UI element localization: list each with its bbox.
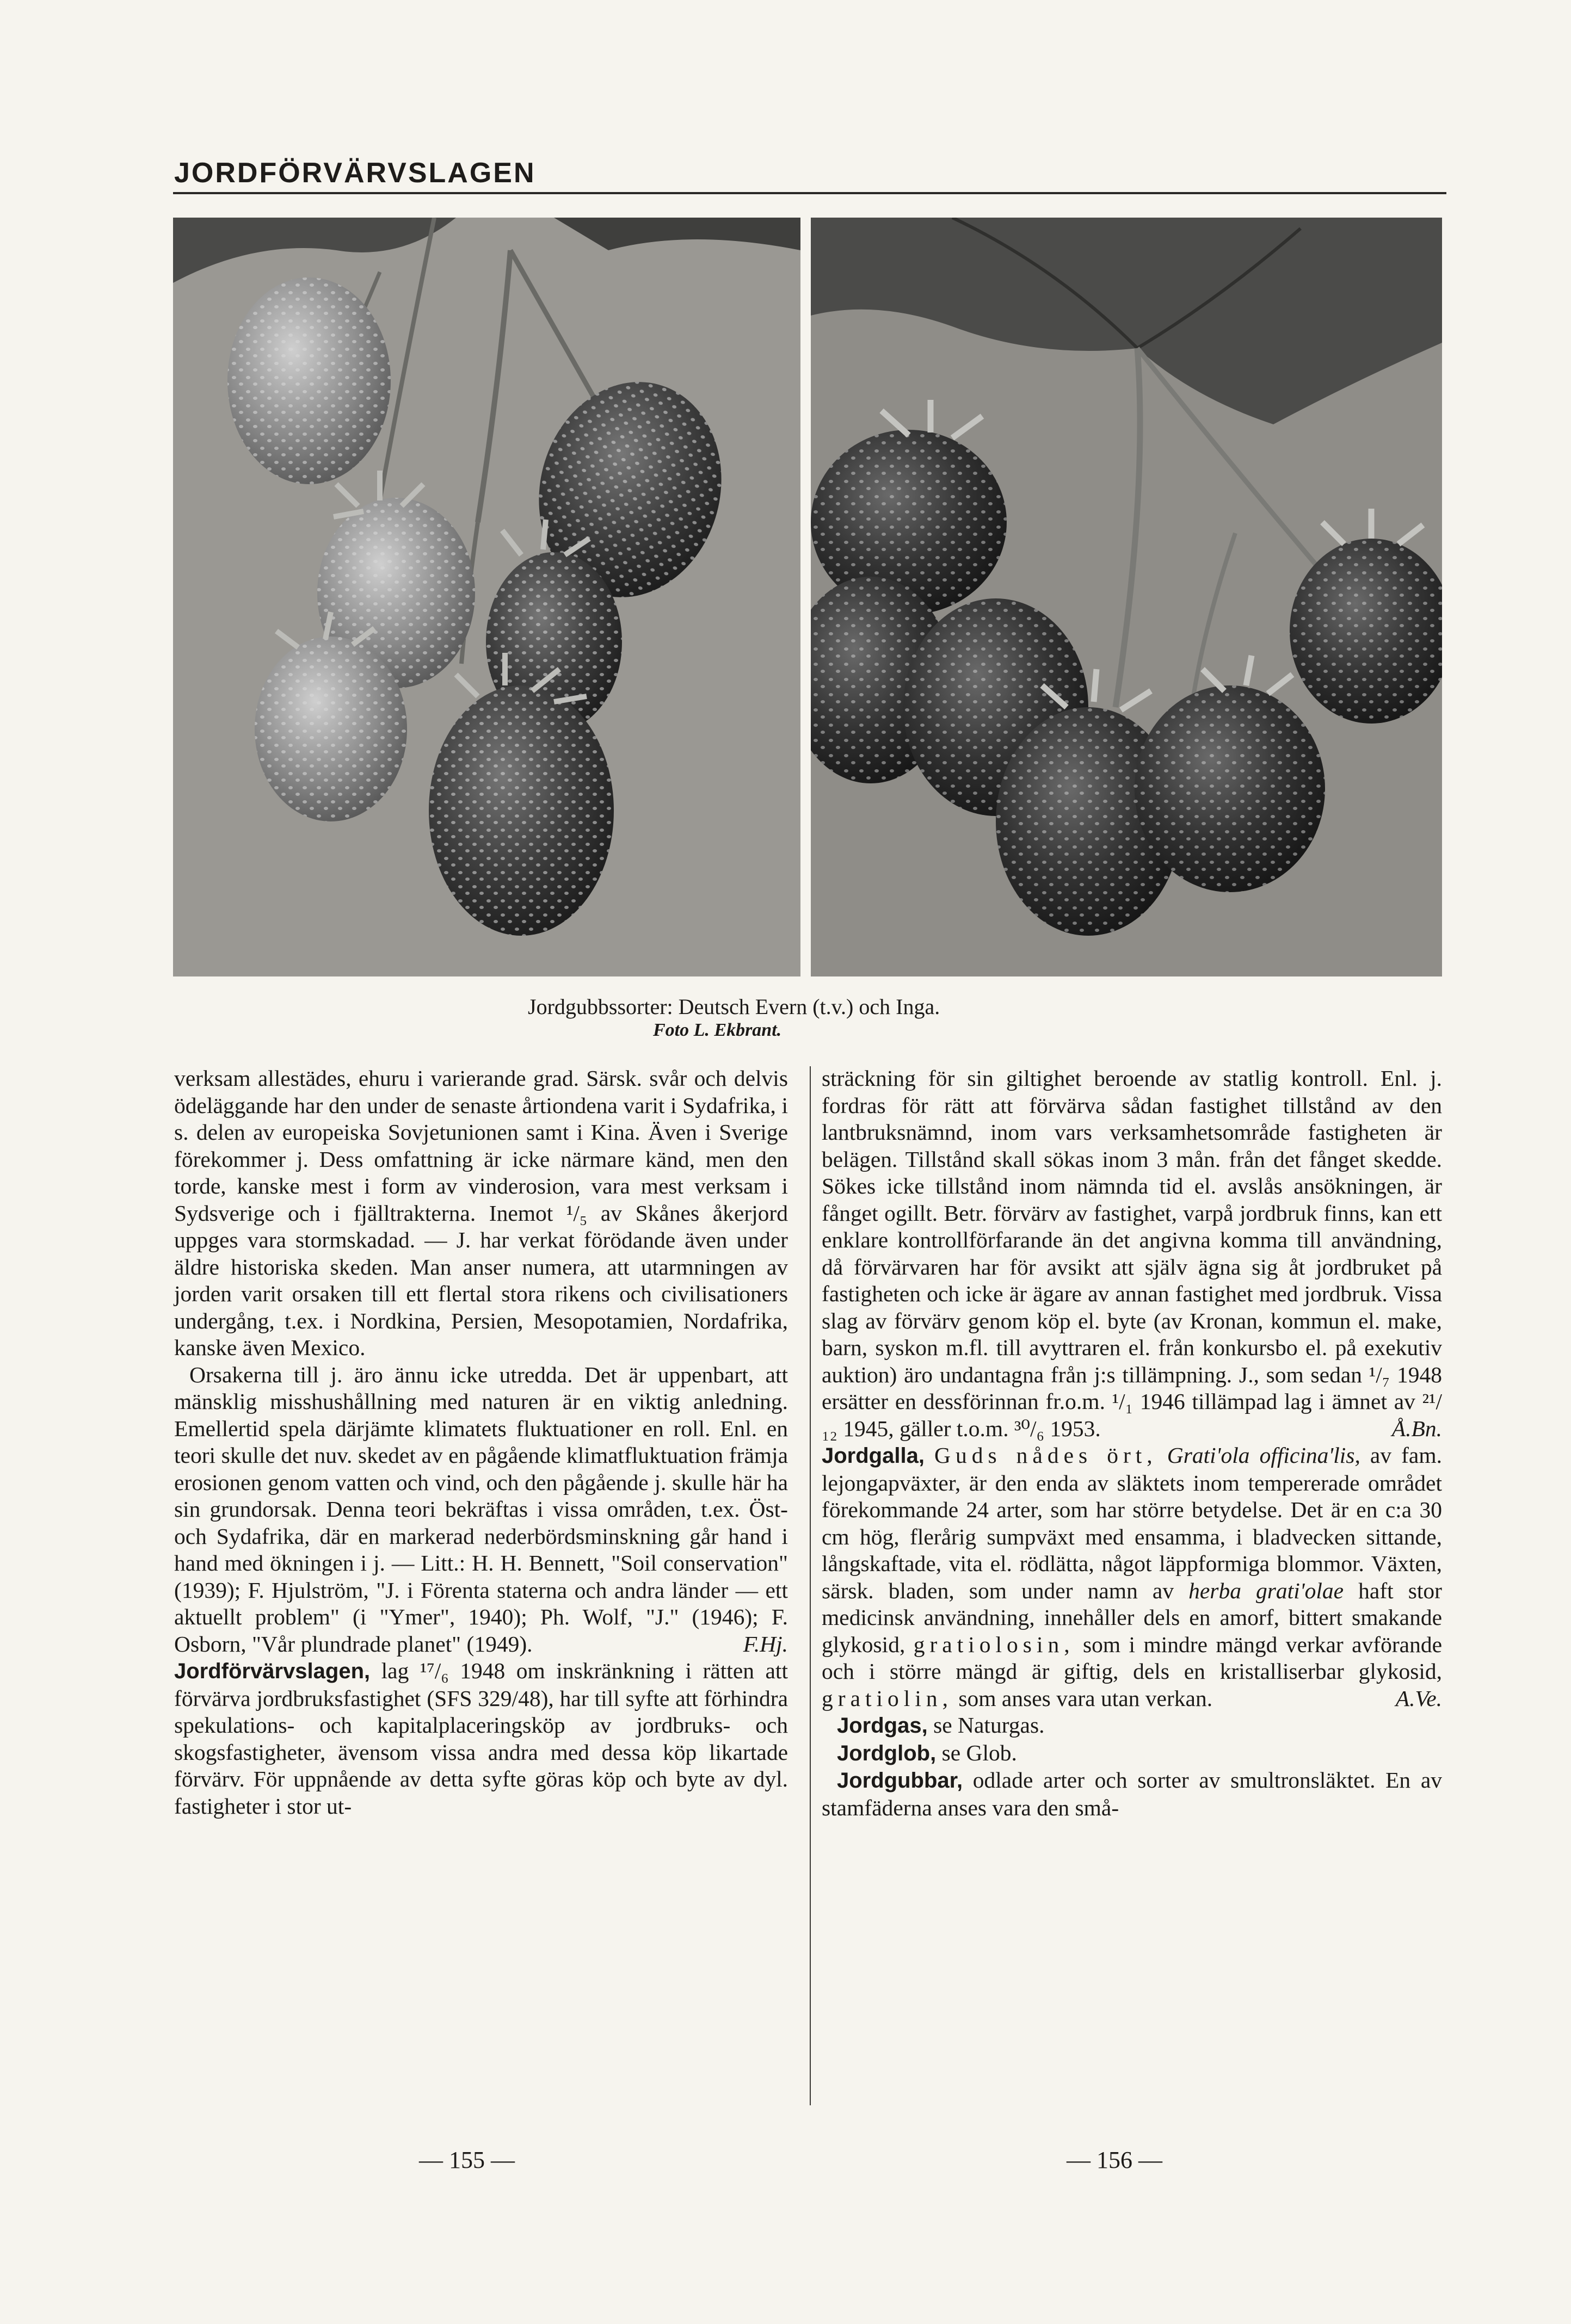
strawberry-photo-inga (811, 218, 1442, 976)
entry-term: Jordförvärvslagen, (174, 1659, 371, 1683)
entry-text: haft stor medicinsk användning, innehåller dels en amorf, bittert smakande glykosid, (822, 1578, 1442, 1657)
entry-term: Jordgalla, (822, 1444, 925, 1468)
figure-caption: Jordgubbssorter: Deutsch Evern (t.v.) och Inga. (528, 994, 940, 1019)
herba-name: herba grati'olae (1188, 1578, 1344, 1603)
author-signature: Å.Bn. (1391, 1416, 1442, 1441)
entry-synonym: Guds nådes ört, (934, 1443, 1157, 1468)
paragraph-text: Orsakerna till j. äro ännu icke utredda. Det är uppenbart, att mänsklig misshushållning med naturen är en viktig anledning. Emellertid spela därjämte klimatets fluktuationer en roll. Enl. en teori skulle det nuv. skedet av en pågående klimatfluktuation främja erosionen genom vatten och vind, och den pågående j. skulle här ha sin grundorsak. Denna teori bekräftas i vissa områden, t.ex. Öst- och Sydafrika, där en markerad nederbördsminskning går hand i hand med ökningen i j. — Litt.: H. H. Bennett, "Soil conservation" (1939); F. Hjulström, "J. i Förenta staterna och andra länder — ett aktuellt problem" (i "Ymer", 1940); Ph. Wolf, "J." (1946); F. Osborn, "Vår plundrade planet" (1949). (174, 1362, 788, 1657)
entry-text: se Glob. (936, 1740, 1017, 1765)
left-column (174, 1065, 788, 1820)
latin-name: Grati'ola officina'lis, (1167, 1443, 1360, 1468)
paragraph-text: sträckning för sin giltighet beroende av statlig kontroll. Enl. j. fordras för rätt att förvärva sådan fastighet tillstånd av den lantbruksnämnd, inom vars verksamhetsområde fastigheten är belägen. Tillstånd skall sökas inom 3 mån. från det fånget skedde. Sökes icke tillstånd inom nämnda tid el. avslås ansökningen, är fånget ogillt. Betr. förvärv av fastighet, varpå jordbruk finns, kan ett enklare kontrollförfarande än det angivna komma till användning, då förvärvaren har för avsikt att själv ägna sig åt jordbruket på fastigheten och icke är ägare av annan fastighet med jordbruk. Vissa slag av förvärv genom köp el. byte (av Kronan, kommun el. make, barn, syskon m.fl. till avyttraren el. från konkursbo el. på exekutiv auktion) äro undantagna från j:s tillämpning. J., som sedan ¹/₇ 1948 ersätter en dessförinnan fr.o.m. ¹/₁ 1946 tillämpad lag i ämnet av ²¹/₁₂ 1945, gäller t.o.m. ³⁰/₆ 1953. (822, 1066, 1442, 1441)
paragraph-jordforvarvslagen-cont (822, 1065, 1442, 1442)
author-signature: A.Ve. (1395, 1685, 1442, 1711)
entry-text: av fam. lejongapväxter, är den enda av släktets inom tempererade området förekommande 24 arter, som har större betydelse. Det är en c:a 30 cm hög, flerårig sumpväxt med ensamma, i bladvecken sittande, långskaftade, vita el. rödlätta, något läppformiga blommor. Växten, särsk. bladen, som under namn av (822, 1443, 1443, 1603)
entry-text: lag ¹⁷/₆ 1948 om inskränkning i rätten att förvärva jordbruksfastighet (SFS 329/48), har till syfte att förhindra spekulations- och kapitalplaceringsköp av jordbruks- och skogsfastigheter, ävensom vissa andra med dessa köp likartade förvärv. För uppnående av detta syfte göras köp och byte av dyl. fastigheter i stor ut- (174, 1658, 788, 1819)
right-column (822, 1065, 1442, 1821)
page-number-left: — 155 — (419, 2147, 515, 2173)
author-signature: F.Hj. (743, 1631, 788, 1657)
column-divider (810, 1066, 811, 2105)
gratiolosin: gratiolosin, (913, 1631, 1075, 1657)
entry-jordgalla (822, 1442, 1442, 1712)
running-header: JORDFÖRVÄRVSLAGEN (174, 157, 536, 189)
gratiolin: gratiolin, (822, 1685, 953, 1711)
entry-term: Jordgubbar, (837, 1769, 963, 1793)
entry-jordgubbar (822, 1767, 1442, 1821)
entry-term: Jordgas, (837, 1714, 928, 1738)
paragraph-jorderosion-cont: verksam allestädes, ehuru i varierande grad. Särsk. svår och delvis ödeläggande har den under de senaste årtiondena varit i Sydafrika, i s. delen av europeiska Sovjetunionen samt i Kina. Även i Sverige förekommer j. Dess omfattning är icke närmare känd, men den torde, kanske mest i form av vinderosion, vara mest verksam i Sydsverige och i fjälltrakterna. Inemot ¹/₅ av Skånes åkerjord uppges vara stormskadad. — J. har verkat förödande även under äldre historiska skeden. Man anser numera, att utarmningen av jorden varit orsaken till ett flertal stora rikens och civilisationers undergång, t.ex. i Nordkina, Persien, Mesopotamien, Nordafrika, kanske även Mexico. (174, 1066, 788, 1360)
entry-text: som anses vara utan verkan. (953, 1685, 1213, 1711)
strawberry-photo-deutsch-evern (173, 218, 800, 976)
entry-jordgas (822, 1712, 1442, 1740)
entry-jordforvarvslagen (174, 1658, 788, 1820)
entry-term: Jordglob, (837, 1741, 937, 1765)
entry-text: som i mindre mängd verkar avförande och i större mängd är giftig, dels en kristalliserbar glykosid, (822, 1631, 1442, 1684)
entry-text: odlade arter och sorter av smultronsläktet. En av stamfäderna anses vara den små- (822, 1767, 1442, 1820)
header-rule (173, 192, 1446, 194)
paragraph-orsakerna (174, 1362, 788, 1658)
entry-text: se Naturgas. (927, 1713, 1045, 1738)
photo-credit: Foto L. Ekbrant. (653, 1020, 782, 1040)
entry-jordglob (822, 1740, 1442, 1767)
page-number-right: — 156 — (1067, 2147, 1162, 2173)
